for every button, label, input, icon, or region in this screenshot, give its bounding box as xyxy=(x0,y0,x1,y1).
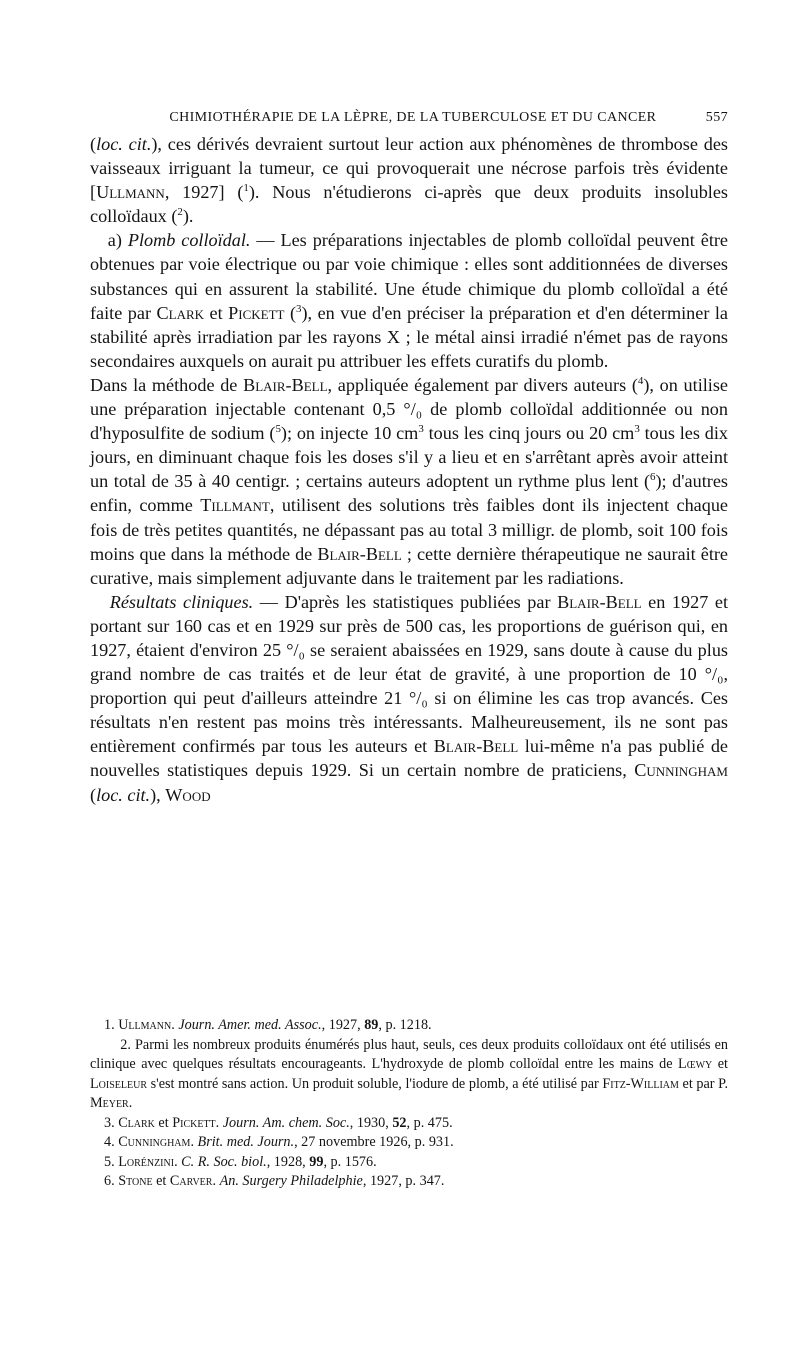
text-run: s'est montré sans action. Un produit soluble, l'iodure de plomb, a été utilisé par xyxy=(147,1075,603,1092)
footnote-journal: An. Surgery Philadelphie xyxy=(219,1173,363,1189)
text-run: ), on utilise une préparation injectable contenant 0,5 °/₀ de plomb colloïdal additionnée ou non d'hyposulfite de sodium ( xyxy=(90,374,729,444)
text-run: ). xyxy=(182,206,194,227)
text-run: ); on injecte 10 cm xyxy=(280,423,419,444)
footnote-volume: 52 xyxy=(392,1114,407,1131)
text-run: , 27 novembre 1926, p. 931. xyxy=(294,1134,454,1150)
loc-cit: loc. cit. xyxy=(96,784,151,805)
text-run: , 1927, xyxy=(321,1017,365,1033)
body-text xyxy=(90,132,728,807)
footnote-5 xyxy=(90,1153,728,1173)
footnote-number: 3. xyxy=(104,1114,119,1131)
text-run: . xyxy=(190,1134,198,1150)
footnote-ref-1: 1 xyxy=(243,182,249,195)
text-run: lui-même n'a pas publié de nouvelles statistiques depuis 1929. Si un certain nombre de praticiens, xyxy=(90,736,728,781)
text-run: . xyxy=(212,1173,220,1189)
cube-superscript: 3 xyxy=(634,423,640,436)
text-run: . xyxy=(215,1114,223,1131)
text-run: ( xyxy=(284,302,297,323)
footnote-author: Fitz-William xyxy=(602,1075,679,1092)
footnote-volume: 99 xyxy=(309,1153,324,1170)
footnote-ref-5: 5 xyxy=(275,423,281,436)
text-run: et xyxy=(152,1173,170,1189)
author-cunningham: Cunningham xyxy=(634,760,728,781)
footnote-author: Meyer xyxy=(90,1095,129,1111)
paragraph-3 xyxy=(90,373,728,590)
footnote-number: 1. xyxy=(104,1017,119,1033)
footnote-author: Stone xyxy=(118,1173,153,1189)
text-run: ; cette dernière thérapeutique ne saurait être curative, mais simplement adjuvante dans le traitement par les radiations. xyxy=(90,543,728,588)
footnote-1 xyxy=(90,1016,728,1036)
footnote-volume: 89 xyxy=(364,1017,379,1033)
footnote-number: 2. xyxy=(120,1036,136,1053)
text-run: , 1927] ( xyxy=(164,182,244,203)
text-run: ( xyxy=(90,784,97,805)
text-run: et xyxy=(154,1114,173,1131)
footnote-ref-2: 2 xyxy=(177,206,183,219)
footnote-author: Loiseleur xyxy=(90,1075,147,1092)
footnote-author: Lœwy xyxy=(678,1056,713,1072)
text-run: ), ces dérivés devraient surtout leur action aux phénomènes de thrombose des vaisseaux irriguant la tumeur, ce qui provoquerait une nécrose parfois très évidente [ xyxy=(90,134,728,203)
text-run: — Les préparations injectables de plomb colloïdal peuvent être obtenues par voie électrique ou par voie chimique : elles sont additionnées de diverses substances qui en assurent la stabilité. Une étude chimique du plomb colloïdal a été faite par xyxy=(90,230,729,323)
author-wood: Wood xyxy=(165,784,211,805)
footnote-6 xyxy=(90,1172,728,1192)
footnote-journal: Journ. Am. chem. Soc. xyxy=(222,1114,350,1131)
author-ullmann: Ullmann xyxy=(96,182,165,203)
footnote-author: Pickett xyxy=(172,1114,216,1131)
footnote-ref-3: 3 xyxy=(296,302,302,315)
text-run: Parmi les nombreux produits énumérés plus haut, seuls, ces deux produits colloïdaux ont été utilisés en clinique avec quelques résultats encourageants. L'hydroxyde de plomb colloïdal entre les mains de xyxy=(90,1036,729,1072)
footnote-author: Ullmann xyxy=(118,1017,172,1033)
text-run: en 1927 et portant sur 160 cas et en 1929 sur près de 500 cas, les proportions de guérison qui, en 1927, étaient d'environ 25 °/₀ se seraient abaissées en 1929, sans doute à cause du plus grand nombre de cas traités et de leur état de gravité, à une proportion de 10 °/₀, proportion qui peut d'ailleurs atteindre 21 °/₀ si on élimine les cas trop avancés. Ces résultats n'en restent pas moins très intéressants. Malheureusement, ils ne sont pas entièrement confirmés par tous les auteurs et xyxy=(90,591,728,757)
text-run: tous les cinq jours ou 20 cm xyxy=(423,423,635,444)
text-run: a) xyxy=(107,230,128,251)
paragraph-1 xyxy=(90,132,728,228)
section-heading-resultats: Résultats cliniques. xyxy=(109,591,254,612)
text-run: , p. 475. xyxy=(406,1114,453,1131)
text-run: , 1928, xyxy=(266,1153,310,1170)
page-number: 557 xyxy=(705,110,728,125)
text-run: et par P. xyxy=(678,1075,728,1092)
text-run: ). Nous n'étudierons ci-après que deux produits insolubles colloïdaux ( xyxy=(90,182,728,227)
author-blair-bell: Blair-Bell xyxy=(243,374,328,395)
text-run: , p. 1218. xyxy=(378,1017,432,1033)
paragraph-2 xyxy=(90,228,728,373)
text-run: et xyxy=(204,302,229,323)
paragraph-4 xyxy=(90,590,728,807)
footnote-4 xyxy=(90,1133,728,1153)
text-run: , appliquée également par divers auteurs ( xyxy=(327,374,638,395)
text-run: et xyxy=(712,1056,728,1072)
footnotes xyxy=(90,1016,728,1192)
footnote-journal: C. R. Soc. biol. xyxy=(181,1153,267,1170)
author-clark: Clark xyxy=(156,302,205,323)
text-run: , 1930, xyxy=(349,1114,393,1131)
running-head-title: CHIMIOTHÉRAPIE DE LA LÈPRE, DE LA TUBERCULOSE ET DU CANCER xyxy=(169,110,657,125)
text-run: , utilisent des solutions très faibles dont ils injectent chaque fois de très petites quantités, ne dépassant pas au total 3 milligr. de plomb, soit 100 fois moins que dans la méthode de xyxy=(90,495,728,564)
author-blair-bell: Blair-Bell xyxy=(317,543,402,564)
footnote-author: Cunningham xyxy=(118,1134,191,1150)
footnote-3 xyxy=(90,1114,728,1134)
text-run: Dans la méthode de xyxy=(90,374,244,395)
section-heading-plomb-colloidal: Plomb colloïdal. xyxy=(127,230,251,251)
text-run: . xyxy=(174,1153,182,1170)
footnote-author: Carver xyxy=(169,1173,213,1189)
author-pickett: Pickett xyxy=(228,302,285,323)
footnote-journal: Brit. med. Journ. xyxy=(197,1134,295,1150)
text-run: ), xyxy=(150,784,166,805)
footnote-ref-6: 6 xyxy=(650,471,656,484)
footnote-number: 4. xyxy=(104,1134,119,1150)
footnote-2 xyxy=(90,1036,728,1114)
text-run: . xyxy=(128,1095,133,1111)
author-blair-bell: Blair-Bell xyxy=(557,591,642,612)
footnote-number: 6. xyxy=(104,1173,119,1189)
text-run: , p. 1576. xyxy=(323,1153,377,1170)
text-run: ), en vue d'en préciser la préparation et d'en déterminer la stabilité après irradiation par les rayons X ; le métal ainsi irradié n'émet pas de rayons secondaires auxquels on aurait pu attribuer les effets curatifs du plomb. xyxy=(90,302,728,371)
footnote-journal: Journ. Amer. med. Assoc. xyxy=(178,1017,322,1033)
author-tillmant: Tillmant xyxy=(200,495,270,516)
text-run: tous les dix jours, en diminuant chaque fois les doses s'il y a lieu et en s'arrêtant après avoir atteint un total de 35 à 40 centigr. ; certains auteurs adoptent un rythme plus lent ( xyxy=(90,423,728,492)
cube-superscript: 3 xyxy=(418,423,424,436)
footnote-ref-4: 4 xyxy=(637,374,644,387)
text-run: ); d'autres enfin, comme xyxy=(90,471,728,516)
footnote-author: Clark xyxy=(118,1114,155,1131)
loc-cit: loc. cit. xyxy=(96,134,152,154)
footnote-author: Lorénzini xyxy=(118,1153,175,1170)
running-head xyxy=(90,110,728,126)
text-run: . xyxy=(171,1017,179,1033)
text-run: — D'après les statistiques publiées par xyxy=(253,591,558,612)
footnote-number: 5. xyxy=(104,1153,119,1170)
text-run: ( xyxy=(90,134,97,154)
text-run: , 1927, p. 347. xyxy=(362,1173,445,1189)
author-blair-bell: Blair-Bell xyxy=(433,736,519,757)
